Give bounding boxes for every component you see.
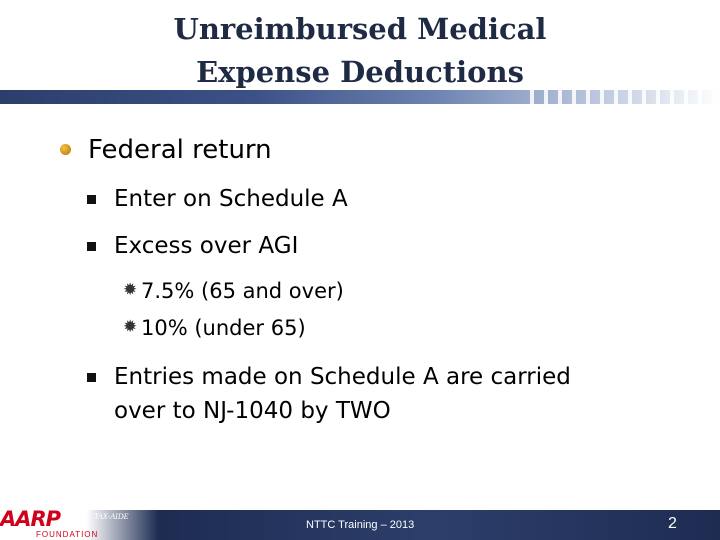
aarp-foundation-label: FOUNDATION — [36, 530, 99, 539]
page-number: 2 — [668, 515, 677, 532]
bullet-text-line-1: Entries made on Schedule A are carried — [114, 364, 571, 390]
aarp-logo: AARP — [0, 507, 61, 531]
training-label: NTTC Training – 2013 — [306, 519, 415, 531]
tax-aide-label: TAX-AIDE — [94, 512, 129, 521]
black-square-icon — [87, 242, 96, 251]
bullet-text — [114, 360, 571, 428]
sub-bullet-text: 10% (under 65) — [141, 316, 306, 340]
bullet-text: Excess over AGI — [114, 233, 299, 259]
slide-title-line-2: Expense Deductions — [196, 55, 524, 89]
bullet-text: Enter on Schedule A — [114, 186, 348, 212]
slide-title — [0, 8, 720, 94]
burst-icon: ✹ — [123, 317, 138, 337]
burst-icon: ✹ — [123, 280, 138, 300]
gold-dot-icon — [60, 144, 71, 155]
bullet-text-line-2: over to NJ-1040 by TWO — [114, 398, 391, 424]
sub-bullet-text: 7.5% (65 and over) — [141, 279, 344, 303]
black-square-icon — [87, 195, 96, 204]
bullet-text: Federal return — [88, 135, 272, 165]
slide-title-line-1: Unreimbursed Medical — [173, 12, 547, 46]
title-divider-stripes — [520, 90, 720, 104]
black-square-icon — [87, 373, 96, 382]
